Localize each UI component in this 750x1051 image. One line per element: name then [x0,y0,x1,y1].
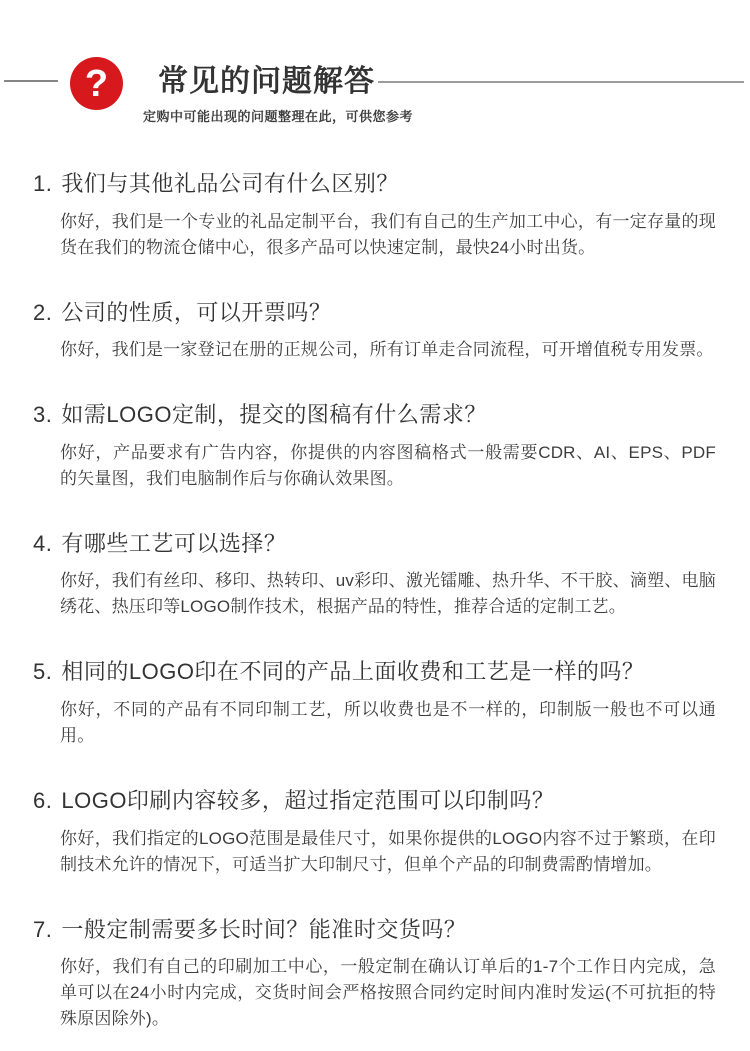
header-left-divider [4,80,58,82]
faq-question-text: 有哪些工艺可以选择？ [61,530,287,556]
question-mark-glyph: ? [84,62,109,105]
faq-question-text: 公司的性质，可以开票吗？ [61,299,332,325]
faq-question [33,170,750,199]
faq-item-1 [33,170,750,261]
faq-question-number: 5. [33,659,53,685]
header-text [143,56,413,125]
faq-question-text: 如需LOGO定制，提交的图稿有什么需求？ [61,402,487,428]
faq-question [33,787,750,816]
faq-question [33,299,750,328]
faq-question [33,401,750,430]
faq-answer: 你好，我们是一个专业的礼品定制平台，我们有自己的生产加工中心，有一定存量的现货在我们的物流仓储中心，很多产品可以快速定制，最快24小时出货。 [60,211,716,257]
faq-question-number: 4. [33,530,53,556]
faq-question [33,530,750,559]
faq-question-text: 我们与其他礼品公司有什么区别？ [61,171,399,196]
faq-question-number: 6. [33,787,53,813]
faq-answer: 你好，不同的产品有不同印制工艺，所以收费也是不一样的，印制版一般也不可以通用。 [60,699,716,745]
faq-answer: 你好，产品要求有广告内容，你提供的内容图稿格式一般需要CDR、AI、EPS、PDF的矢量图，我们电脑制作后与你确认效果图。 [60,442,716,488]
faq-item-4 [33,530,750,621]
faq-header [0,0,750,130]
page-title: 常见的问题解答 [158,65,375,98]
faq-item-7 [33,916,750,1033]
faq-question-text: 一般定制需要多长时间？能准时交货吗？ [61,916,467,942]
faq-list [0,130,750,1032]
faq-item-5 [33,658,750,749]
faq-question-number: 7. [33,916,53,942]
faq-answer: 你好，我们是一家登记在册的正规公司，所有订单走合同流程，可开增值税专用发票。 [60,340,714,360]
faq-answer: 你好，我们有自己的印刷加工中心，一般定制在确认订单后的1-7个工作日内完成，急单可以在24小时内完成，交货时间会严格按照合同约定时间内准时发运(不可抗拒的特殊原因除外)。 [60,957,716,1029]
faq-question-number: 2. [33,299,53,325]
faq-item-6 [33,787,750,878]
faq-item-3 [33,401,750,492]
faq-item-2 [33,299,750,364]
faq-question-number: 3. [33,402,53,428]
faq-question-number: 1. [33,171,53,196]
page-subtitle: 定购中可能出现的问题整理在此，可供您参考 [143,109,414,124]
faq-answer: 你好，我们有丝印、移印、热转印、uv彩印、激光镭雕、热升华、不干胶、滴塑、电脑绣花、热压印等LOGO制作技术，根据产品的特性，推荐合适的定制工艺。 [60,571,716,617]
faq-question-text: LOGO印刷内容较多，超过指定范围可以印制吗？ [61,787,555,813]
faq-question [33,916,750,945]
faq-answer: 你好，我们指定的LOGO范围是最佳尺寸，如果你提供的LOGO内容不过于繁琐，在印制技术允许的情况下，可适当扩大印制尺寸，但单个产品的印制费需酌情增加。 [60,828,716,874]
header-right-divider [378,81,744,83]
question-mark-icon [70,57,123,110]
faq-question [33,658,750,687]
faq-question-text: 相同的LOGO印在不同的产品上面收费和工艺是一样的吗？ [61,659,645,685]
